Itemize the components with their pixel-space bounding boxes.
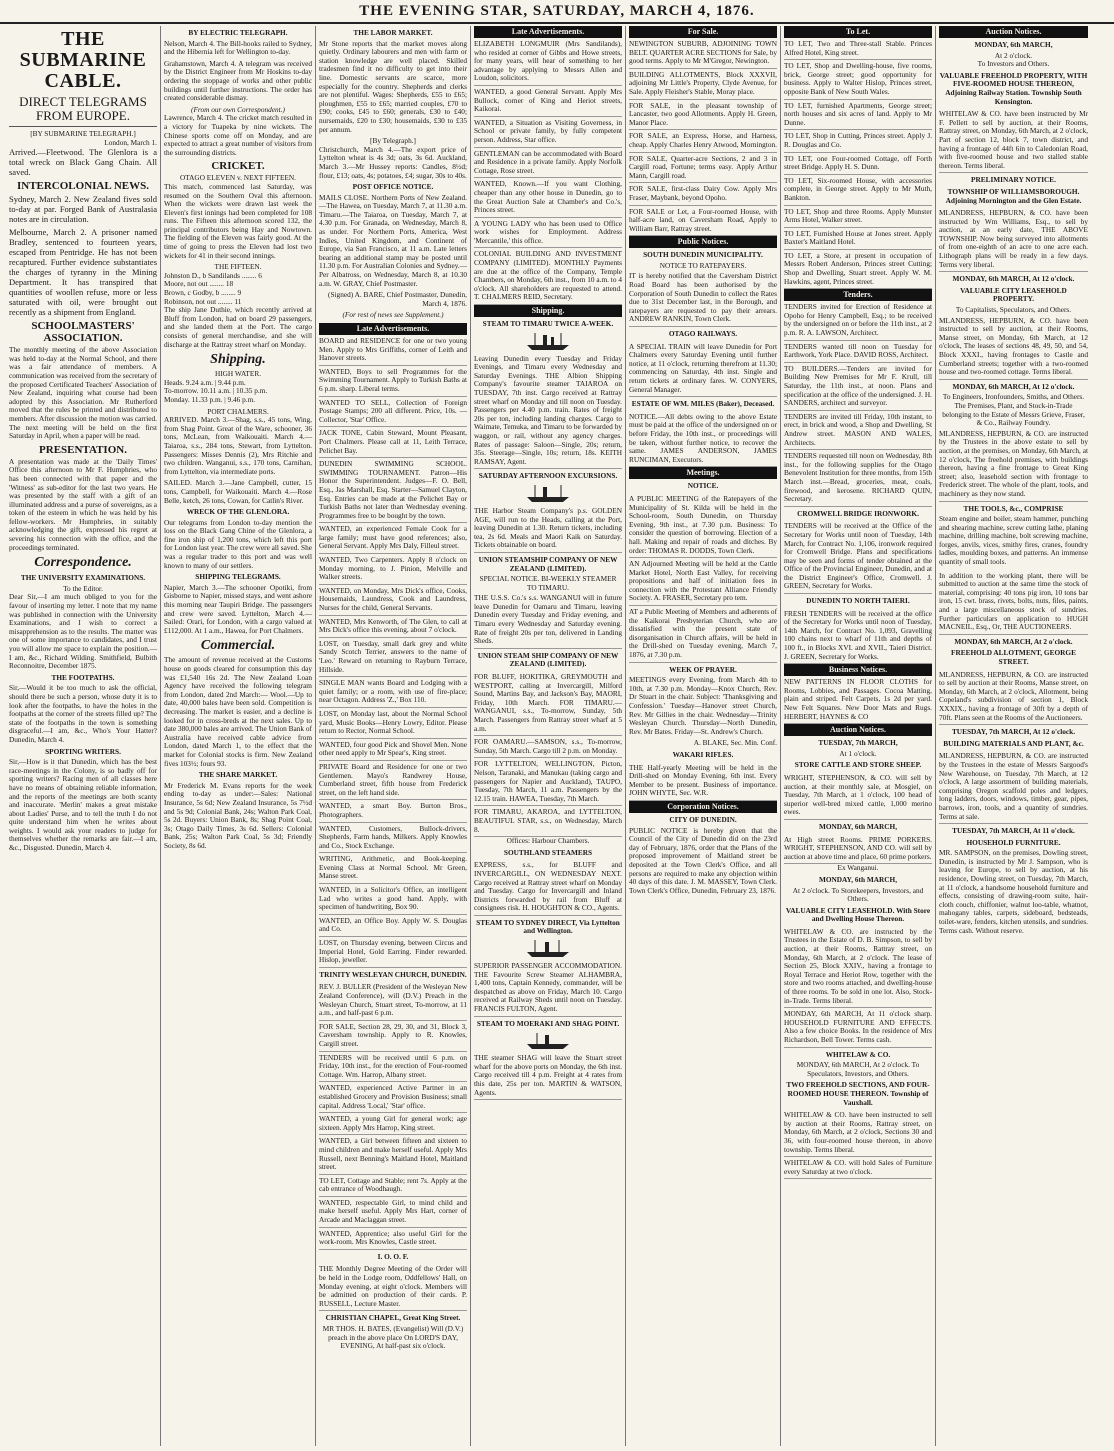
whitelaw-text: WHITELAW & CO. have been instructed by Mr F. Pellett to sell by auction, at their Rooms, Rattray street, on Monday, 6th March, at 2 o'clock, Part of section 12, block 7, town district, and having a frontage of 44ft 6in to Caledonian Road, with five-roomed house and two stalled stable thereon. Terms liberal.	[939, 108, 1088, 173]
wreck-text: Our telegrams from London to-day mention the loss on the Black Gang Chine of the Glenlora, a fine iron ship of 1,200 tons, which left this port for London last year. The crew were all saved. She was a regular trader to this port and was well known to many of our settlers.	[164, 517, 312, 570]
landress-text: MLANDRESS, HEPBURN, & CO. have been instructed to sell by auction, at their Rooms, Manse street, on Monday, 6th March, at 12 o'clock, The leases of sections 48, 49, 50, and 54, Block XXXI., having frontages to Castle and Cumberland streets; together with a two-roomed house and two-roomed cottage. Terms liberal.	[939, 315, 1088, 380]
vauxhall-head: TWO FREEHOLD SECTIONS, AND FOUR-ROOMED HOUSE THEREON. Township of Vauxhall.	[786, 1080, 930, 1107]
ex-wanganui: Ex Wanganui.	[837, 863, 879, 873]
steamship-icon	[525, 331, 571, 351]
classified-ad: WANTED, Customers, Bullock-drivers, Shepherds, Farm hands, Milkers. Apply Knowles and Co., Stock Exchange.	[319, 823, 467, 854]
steamship-icon	[525, 483, 571, 503]
whitelaw-text: WHITELAW & CO. have been instructed to sell by auction at their Rooms, Rattray street, on Monday, 6th March, at 2 o'clock, Sections 30 and 36, with four-roomed house thereon, in above township. Terms liberal.	[784, 1109, 932, 1157]
late-ads-head: Late Advertisements.	[319, 323, 467, 335]
commercial-text: The amount of revenue received at the Customs house on goods cleared for consumption this day was £1,540 16s 2d. The New Zealand Loan Agency have received the following telegram from London, dated 2nd March:— Wool.—Up to date, 40,000 bales have been sold. Competition is decreasing. The market is easier, and a decline is looked for in cross-breds at the next sales. Up to date 380,000 bales are arrived. The Union Bank of Australia have received cable advice from London, dated March 1, to the effect that the market for Colonial stocks is firm. New Zealand fives 103½; fours 93.	[164, 655, 312, 768]
sale-date: MONDAY, 6th MARCH, At 2 o'clock.	[954, 636, 1073, 646]
city-head: CITY OF DUNEDIN.	[669, 814, 737, 824]
business-head: Business Notices.	[784, 664, 932, 676]
ship-text: The ship Jane Duthie, which recently arrived at Bluff from London, had on board 29 passengers, and she landed them at the Port. The cargo consists of general merchandise, and she will discharge at the Rattray street wharf on Monday.	[164, 305, 312, 349]
post-office-text: MAILS CLOSE. Northern Ports of New Zealand.—The Hawea, on Tuesday, March 7, at 11.30 a.m. Timaru.—The Taiaroa, on Tuesday, March 7, at 4.30 p.m. For Granada, on Wednesday, March 8, as under. For Northern Ports, America, West Indies, United Kingdom, and Continent of Europe, via San Francisco, at 11 a.m. Late letters bearing an additional stamp may be posted until 11.30 p.m. For Australian Colonies and Sydney.—Per Albatross, on Wednesday, March 8, at 10.30 a.m. W. GRAY, Chief Postmaster.	[319, 192, 467, 288]
commercial-head: Commercial.	[200, 638, 276, 654]
classified-ad: WANTED, Two Carpenters. Apply 8 o'clock on Monday morning, to J. Pinion, Melville and Walker streets.	[319, 554, 467, 585]
christian-chapel-head: CHRISTIAN CHAPEL, Great King Street.	[325, 1313, 461, 1323]
bluff-text: FOR BLUFF, HOKITIKA, GREYMOUTH and WESTPORT, calling at Invercargill, Milford Sound, Martins Bay, and Jackson's Bay, MAORI, Friday, 10th March. FOR TIMARU.—WANGANUI, s.s., To-morrow, Sunday, 5th March. Passengers from Rattray street wharf at 5 a.m.	[474, 671, 622, 736]
high-water-head: HIGH WATER.	[214, 369, 262, 379]
wesleyan-head: TRINITY WESLEYAN CHURCH, DUNEDIN.	[319, 969, 467, 979]
classified-ad: WANTED TO SELL, Collection of Foreign Postage Stamps; 200 all different. Price, 10s. — Collector, 'Star' Office.	[319, 397, 467, 428]
arrived-text: ARRIVED. March 3.—Shag, s.s., 45 tons, Wing, from Shag Point. Great of the Ware, schooner, 36 tons, McLean, from Waikouaiti. March 4.—Taiaroa, s.s., 284 tons, Stewart, from Lyttelton. Passengers: Misses Dennis (2), Mrs Ritchie and two children. Wanganui, s.s., 170 tons, Carnihan, from Lyttelton, via intermediate ports.	[164, 415, 312, 476]
cricket-sub: OTAGO ELEVEN v. NEXT FIFTEEN.	[180, 173, 296, 183]
late-ads-head: Late Advertisements.	[474, 26, 622, 38]
whitelaw-text: WHITELAW & CO. will hold Sales of Furniture every Saturday at two o'clock.	[784, 1157, 932, 1179]
sydney-steam-text: SUPERIOR PASSENGER ACCOMMODATION. THE Favourite Screw Steamer ALHAMBRA, 1,400 tons, Captain Kennedy, commander, will be despatched as above on Friday, March 10. Cargo received at Railway Sheds until noon on Tuesday. FRANCIS FULTON, Agent.	[474, 960, 622, 1017]
score-line: Moore, not out ........ 18	[164, 279, 234, 289]
steamship-icon	[525, 938, 571, 958]
sale-sub: To Engineers, Ironfounders, Smiths, and Others.	[942, 392, 1085, 402]
schoolmasters-text: The monthly meeting of the above Association was held to-day at the Normal School, and there was a fair attendance of members. A communication was received from the secretary of the proposed Certificated Teachers' Association of New Zealand, inquiring what course had been adopted by this Association. Mr Rutherford moved that the rules be printed and distributed to members. After discussion the motion was carried. The next meeting will be held on the first Saturday in April, when a paper will be read.	[9, 345, 157, 441]
to-let-ad: TO LET, Shop in Cutting, Princes street. Apply J. R. Douglas and Co.	[784, 130, 932, 152]
footpaths-text: Sir,—Would it be too much to ask the official, should there be such a person, whose duty it is to look after the footpaths, to have the holes in the footpaths at the corner of the streets filled up? The state of the footpaths in the town is something disgraceful.—I am, &c., Who's Your Hatter? Dunedin, March 4.	[9, 683, 157, 744]
classified-ad: JACK TONE, Cabin Steward, Mount Pleasant, Port Chalmers. Please call at 11, Leith Terrace, Pelichet Bay.	[319, 427, 467, 458]
week-of-prayer-text: MEETINGS every Evening, from March 4th to 10th, at 7.30 p.m. Monday—Knox Church, Rev. Dr Stuart in the chair. Subject: 'Thanksgiving and Confession.' Tuesday—Hanover street Church, Rev. Mr Gillies in the chair. Wednesday—Trinity Wesleyan Church. Thursday—North Dunedin, Rev. Mr Bates. Friday—St. Andrew's Church.	[629, 675, 777, 736]
sailed-text: SAILED. March 3.—Jane Campbell, cutter, 15 tons, Campbell, for Waikouaiti. March 4.—Rose Belle, ketch, 26 tons, Cowan, for Catlin's River.	[164, 478, 312, 505]
moeraki-text: THE steamer SHAG will leave the Stuart street wharf for the above ports on Monday, the 6th inst. Cargo received till 4 p.m. Freight at 4 rates from this date, 25s per ton. MARTIN & WATSON, Agents.	[474, 1052, 622, 1100]
meetings-head: Meetings.	[629, 467, 777, 479]
classified-ad: COLONIAL BUILDING AND INVESTMENT COMPANY (LIMITED). MONTHLY Payments are due at the office of the Company, Temple Chambers, on Monday, 6th inst., from 10 a.m. to 4 o'clock. All shareholders are requested to attend. T. CHALMERS REID, Secretary.	[474, 248, 622, 305]
labor-market-text: Mr Stone reports that the market moves along quietly. Ordinary labourers and men with farm or station knowledge are well placed. Skilled tradesmen find it no difficulty to get into their line. Domestic servants are scarce, more especially for the country. Shepherds and clerks are not plentiful. Wages: Shepherds, £55 to £65; ploughmen, £55 to £65; married couples, £70 to £90; cooks, £45 to £60; generals, £30 to £40; nursemaids, £20 to £30; housemaids, £30 to £35 per annum.	[319, 38, 467, 134]
tenders-ad: TENDERS will be received until 6 p.m. on Friday, 10th inst., for the erection of Four-roomed Cottage. Wm. Harrop, Albany street.	[319, 1052, 467, 1083]
city-property-head: VALUABLE CITY LEASEHOLD PROPERTY.	[960, 285, 1067, 304]
wanted-ad: WANTED, a Girl between fifteen and sixteen to mind children and make herself useful. Apply Mrs Russell, next Benning's Maitland Hotel, Maitland street.	[319, 1135, 467, 1174]
store-cattle-head: STORE CATTLE AND STORE SHEEP.	[794, 760, 922, 770]
post-office-sign: (Signed) A. BARE, Chief Postmaster, Dunedin, March 4, 1876.	[328, 290, 467, 308]
to-let-ad: TO LET, Shop and Dwelling-house, five rooms, brick, George street; good opportunity for business. Apply to Walter Hislop, Princes street, opposite Bank of New South Wales.	[784, 60, 932, 99]
meeting-text: AT a Public Meeting of Members and adherents of the Kaikorai Presbyterian Church, who are dissatisfied with the present state of disorganisation in Church affairs, will be held in the Drill-shed on Tuesday evening, March 7, 1876, at 7.30 p.m.	[629, 606, 777, 663]
cable-text: Arrived.—Fleetwood. The Glenlora is a total wreck on Black Gang Chain. All saved.	[9, 147, 157, 178]
column-7	[936, 26, 1091, 1446]
wreck-head: WRECK OF THE GLENLORA.	[186, 507, 290, 517]
labor-market-head: THE LABOR MARKET.	[353, 28, 433, 37]
sale-ad: FOR SALE or Let, a Four-roomed House, with half-acre land, on Caversham Road, Apply to William Barr, Rattray street.	[629, 206, 777, 237]
city-text: PUBLIC NOTICE is hereby given that the Council of the City of Dunedin did on the 23rd day of February, 1876, order that the Plans of the proposed improvement of Maitland street be deposited at the Town Clerk's Office, and all persons are required to make any objection within 40 days of this date. J. M. MASSEY, Town Clerk. Town Clerk's Office, Dunedin, February 23, 1876.	[629, 825, 777, 895]
estate-head: ESTATE OF WM. MILES (Baker), Deceased.	[631, 399, 775, 409]
public-notices-head: Public Notices.	[629, 236, 777, 248]
auction-head: Auction Notices.	[939, 26, 1088, 38]
sampson-text: MR. SAMPSON, on the premises, Dowling street, Dunedin, is instructed by Mr J. Sampson, who is leaving for Europe, to sell by auction, at his residence, Dowling street, on Tuesday, 7th March, at 11 o'clock, a handsome household furniture and effects, consisting of drawing-room suite, hair-cloth couch, chiffonier, walnut loo-table, whatnot, mahogany tables, carpets, sideboard, bedsteads, toilet-ware, fenders, kitchen utensils, and sundries. Terms cash. Without reserve.	[939, 848, 1088, 935]
store-cattle-text: WRIGHT, STEPHENSON, & CO. will sell by auction, at their monthly sale, at Mosgiel, on Tuesday, 7th March, at 1 o'clock, 100 head of superior well-bred mixed cattle, 1,000 merino ewes.	[784, 772, 932, 820]
southland-head: SOUTHLAND STEAMERS	[503, 847, 593, 857]
wanted-ad: WANTED, Apprentice; also useful Girl for the work-room. Mrs Knowles, Castle street.	[319, 1228, 467, 1250]
column-1	[6, 26, 161, 1446]
shipping-head: Shipping.	[210, 352, 266, 368]
classified-ad: LOST, on Thursday evening, between Circus and Imperial Hotel, Gold Earring. Finder rewarded. Hislop, jeweller.	[319, 937, 467, 968]
classified-ad: DUNEDIN SWIMMING SCHOOL. SWIMMING TOURNAMENT. Patron—His Honor the Superintendent. Judges—F. O. Bell, Esq., Jas Marshall, Esq. Starter—Samuel Clayton, Esq. Entries can be made at the Pelichet Bay or Turkish Baths not later than Wednesday evening. Programmes free to be bought by the town.	[319, 458, 467, 523]
to-let-ad: TO LET, furnished Apartments, George street; north houses and six acres of land. Apply to Mr Dunne.	[784, 100, 932, 131]
landress-text: MLANDRESS, HEPBURN, & CO. are instructed to sell by auction at their Rooms, Manse street, on Monday, 6th March, at 2 o'clock, Allotment, being Copeland's subdivision of section 1, Block XXXIX., having a frontage of 30ft by a depth of 70ft. Plans seen at the Rooms of the Auctioneers.	[939, 669, 1088, 726]
municipality-head: SOUTH DUNEDIN MUNICIPALITY.	[643, 250, 763, 260]
christian-chapel-text: MR THOS. H. BATES, (Evangelist) Will (D.V.) preach in the above place On LORD'S DAY, EVENING, At half-past six o'clock.	[322, 1324, 464, 1351]
wesleyan-text: REV. J. BULLER (President of the Wesleyan New Zealand Conference), will (D.V.) Preach in the Wesleyan Church, Stuart street, To-morrow, at 11 a.m., and half-past 6 p.m.	[319, 981, 467, 1020]
classified-ad: WANTED, Mrs Kenworth, of The Glen, to call at Mrs Dick's office this evening, about 7 o'clock.	[319, 616, 467, 638]
tender-ad: TENDERS are invited till Friday, 10th instant, to erect, in brick and wood, a Shop and Dwelling, St Andrew street. MASON AND WALES, Architects.	[784, 411, 932, 450]
classified-ad: WANTED, Known.—If you want Clothing, cheaper than any other house in Dunedin, go to the Great Auction Sale at Chamber's and Co.'s, Princes street.	[474, 178, 622, 217]
building-materials-head: BUILDING MATERIALS AND PLANT, &c.	[943, 738, 1084, 748]
to-let-ad: TO LET, Cottage and Stable; rent 7s. Apply at the cab entrance of Woodhaugh.	[319, 1175, 467, 1197]
sale-ad: FOR SALE, an Express, Horse, and Harness, cheap. Apply Charles Henry Atwood, Mornington.	[629, 130, 777, 152]
supplement-note: (For rest of news see Supplement.)	[342, 310, 444, 320]
university-text: Dear Sir,—I am much obliged to you for the favour of inserting my letter. I note that my name was published in connection with the University Examinations, and I wish to correct a misapprehension as to the results. The matter was one of some importance to candidates, and I trust you will allow me space to explain the position.—I am, &c., Richard Wilding. Smithfield, Bulbith Reconnoitre, December 1875.	[9, 592, 157, 671]
shipping-telegrams-head: SHIPPING TELEGRAMS.	[195, 572, 281, 582]
city-lease-head: VALUABLE CITY LEASEHOLD. With Store and Dwelling House Thereon.	[785, 905, 931, 924]
shipping-telegrams-text: Napier, March 3.—The schooner Opotiki, from Gisborne to Napier, missed stays, and went ashore this morning near Taupiri Bridge. The passengers and crew were saved. Lyttelton, March 4.—Sailed: Orari, for London, with a cargo valued at £112,000. At 1 a.m., Hawea, for Port Chalmers.	[164, 582, 312, 635]
sale-sub: To Investors and Others.	[977, 59, 1050, 69]
sale-ad: FOR SALE, first-class Dairy Cow. Apply Mrs Fraser, Maybank, beyond Opoho.	[629, 183, 777, 205]
wanted-ad: WANTED, respectable Girl, to mind child and make herself useful. Apply Mrs Hart, corner of Arcade and Maclaggan street.	[319, 1197, 467, 1228]
column-3	[316, 26, 471, 1446]
lyttelton-text: FOR LYTTELTON, WELLINGTON, Picton, Nelson, Taranaki, and Manukau (taking cargo and passengers for Napier and Auckland), TAUPO, Tuesday, 7th March, 11 a.m. Passengers by the 12.15 train. HAWEA, Tuesday, 7th March.	[474, 758, 622, 806]
iof-head: I. O. O. F.	[377, 1251, 409, 1261]
to-let-ad: TO LET, Six-roomed House, with accessories complete, in George street. Apply to Mr Muth, Bankton.	[784, 175, 932, 206]
lawrence-news: Lawrence, March 4. The cricket match resulted in a victory for Tuapeka by nine wickets. The Chinese sports come off on Monday, and are expected to attract a great number of visitors from the surrounding districts.	[164, 113, 312, 157]
sale-sub: MONDAY, 6th MARCH, At 2 o'clock. To Speculators, Investors, and Others.	[796, 1060, 920, 1078]
cromwell-text: TENDERS will be received at the Office of the Secretary for Works until noon of Tuesday, 14th March, for Contract No. 1,106, ironwork required for Cromwell Bridge. Plans and specifications may be seen and forms of tender obtained at the Office of the Provincial Engineer, Dunedin, and at the District Engineer's Office, Cromwell. J. GREEN, Secretary for Works.	[784, 520, 932, 594]
sale-ad: FOR SALE, Quarter-acre Sections, 2 and 3 in Cargill road, Fortune; terms easy. Apply Arthur Mann, Cargill road.	[629, 153, 777, 184]
freehold-head: VALUABLE FREEHOLD PROPERTY, WITH FIVE-ROOMED HOUSE THEREON, Adjoining Railway Station. Township South Kensington.	[939, 70, 1088, 106]
taieri-head: DUNEDIN TO NORTH TAIERI.	[806, 596, 910, 606]
port-chalmers-head: PORT CHALMERS.	[207, 406, 269, 416]
wanted-ad: WANTED, experienced Active Partner in an established Grocery and Provision Business; small capital. Address 'Local,' 'Star' office.	[319, 1082, 467, 1113]
premises-head: The Premises, Plant, and Stock-in-Trade belonging to the Estate of Messrs Grieve, Fraser, & Co., Railway Foundry.	[942, 400, 1085, 428]
sale-ad: NEWINGTON SUBURB, ADJOINING TOWN BELT. QUARTER ACRE SECTIONS for Sale, by good terms. Apply to Mr M'Gregor, Newington.	[629, 38, 777, 69]
column-5	[626, 26, 781, 1446]
cable-title: THE SUBMARINE CABLE.	[19, 28, 147, 92]
iof-text: THE Monthly Degree Meeting of the Order will be held in the Lodge room, Oddfellows' Hall, on Monday evening, at eight o'clock. Members will be admitted on production of their cards. P. RUSSELL, Lecture Master.	[319, 1263, 467, 1311]
column-2	[161, 26, 316, 1446]
tender-ad: TENDERS invited for Erection of Residence at Opoho for Henry Campbell, Esq.; to be received by the undersigned on or before the 11th inst., at 2 p.m. R. A. LAWSON, Architect.	[784, 301, 932, 340]
share-market-text: Mr Frederick M. Evans reports for the week ending to-day as under:—Sales: National Insurance, 5s 6d; New Zealand Insurance, 5s 7½d and 5s 9d; Colonial Bank, 24s; Walton Park Coal, 5s 2d. Buyers: Union Bank, 8s; Shag Point Coal, 3s; Otago Daily Times, 3s 6d. Sellers: Colonial Bank, 25s; Walton Park Coal, 5s 3d; Friendly Society, 8s 6d.	[164, 780, 312, 850]
high-water-row: Monday. 11.33 p.m. | 9.46 p.m.	[164, 394, 256, 404]
sale-date: MONDAY, 6th MARCH,	[818, 874, 898, 884]
classified-ad: WANTED, on Monday, Mrs Dick's office, Cooks, Housemaids, Laundress, Cook and Laundress, Nurses for the child, General Servants.	[319, 585, 467, 616]
masthead: THE EVENING STAR, SATURDAY, MARCH 4, 1876.	[0, 0, 1114, 24]
ratepayers-text: IT is hereby notified that the Caversham District Road Board has been authorised by the Corporation of South Dunedin to collect the Rates due to 31st December last, in the Borough, and ratepayers are requested to pay their arrears. ANDREW RANKIN, Town Clerk.	[629, 270, 777, 327]
porkers-text: At High street Rooms. PRIME PORKERS. WRIGHT, STEPHENSON, AND CO. will sell by auction at above time and place, 60 prime porkers.	[784, 834, 932, 865]
auction-head: Auction Notices.	[784, 724, 932, 736]
landress-text: MLANDRESS, HEPBURN, & CO. have been instructed by Wm Williams, Esq., to sell by auction, at an early date, THE ABOVE TOWNSHIP. Now being surveyed into allotments of from one-eighth of an acre to one acre each. Lithograph plans will be ready in a few days. Terms very liberal.	[939, 207, 1088, 272]
telegraph-markets: Christchurch, March 4.—The export price of Lyttelton wheat is 4s 3d; oats, 3s 6d. Auckland, March 3.—Mr Hussey reports: Candles, 8½d; flour, £13; oats, 4s; potatoes, £4; sugar, 30s to 40s.	[319, 144, 467, 180]
williamsborough-head: TOWNSHIP OF WILLIAMSBOROUGH. Adjoining Mornington and the Glen Estate.	[945, 186, 1082, 205]
cricket-text: This match, commenced last Saturday, was resumed on the Southern Oval this afternoon. When the wickets were drawn last week the Eleven's first innings had been completed for 108 runs. The Fifteen this afternoon scored 132, the principal contributors being Hay and Nowtown. The fielding of the Eleven was fairly good. At the time of going to press the Eleven had lost two wickets for 41 in their second innings.	[164, 181, 312, 260]
sale-date: TUESDAY, 7th MARCH, At 12 o'clock.	[951, 727, 1076, 737]
classified-ad: WANTED, a smart Boy. Burton Bros., Photographers.	[319, 800, 467, 822]
wakari-text: THE Half-yearly Meeting will be held in the Drill-shed on Monday Evening, 6th inst. Every Member to be present. Business of importance. JOHN WHYTE, Sec. W.R.	[629, 762, 777, 801]
sydney-news: Sydney, March 2. New Zealand fives sold to-day at par. Forged Bank of Australasia notes are in circulation.	[9, 194, 157, 225]
wakari-head: WAKARI RIFLES.	[672, 749, 734, 759]
correspondence-head: Correspondence.	[34, 555, 132, 571]
university-head: THE UNIVERSITY EXAMINATIONS.	[20, 573, 146, 583]
cromwell-head: CROMWELL BRIDGE IRONWORK.	[797, 508, 919, 518]
cable-dateline: London, March 1.	[104, 137, 157, 147]
classified-ad: WANTED, Boys to sell Programmes for the Swimming Tournament. Apply to Turkish Baths at 6 p.m. sharp. Liberal terms.	[319, 366, 467, 397]
presentation-head: PRESENTATION.	[39, 443, 127, 456]
southland-text: EXPRESS, s.s., for BLUFF and INVERCARGILL, ON WEDNESDAY NEXT. Cargo received at Rattray street wharf on Monday and Tuesday. Cargo for Invercargill and Inland Districts forwarded by rail from Bluff at consignees risk. H. HOUGHTON & CO., Agents.	[474, 859, 622, 916]
tools-text: Steam engine and boiler, steam hammer, punching and shearing machine, screw cutting lathe, planing machine, drilling machine, bolt screwing machine, forges, anvils, vices, smithy fires, cranes, foundry ladles, moulding boxes, and patterns. An immense quantity of small tools.	[939, 514, 1088, 567]
railways-text: A SPECIAL TRAIN will leave Dunedin for Port Chalmers every Saturday Evening until further notice, at 11 o'clock, returning therefrom at 11.30; commencing on Saturday, 4th inst. Single and return tickets at ordinary fares. W. CONYERS, General Manager.	[629, 341, 777, 398]
week-of-prayer-sign: A. BLAKE, Sec. Min. Conf.	[693, 738, 777, 748]
grahamstown-news: Grahamstown, March 4. A telegram was received by the District Engineer from Mr Hoskins to-day ordering the stoppage of works and other public buildings until further instructions. The order has created considerable dismay.	[164, 58, 312, 103]
preliminary-head: PRELIMINARY NOTICE.	[970, 175, 1056, 185]
sale-ad: BUILDING ALLOTMENTS, Block XXXVII, adjoining Mr Little's Property, Clyde Avenue, for Sale. Apply Fleisher's Stable, Moray place.	[629, 69, 777, 100]
for-sale-head: For Sale.	[629, 26, 777, 38]
melbourne-news: Melbourne, March 2. A prisoner named Bradley, sentenced to fourteen years, escaped from Pentridge. He has not been recaptured. Further evidence substantiates the charges of tyranny in the Mining Department. It has transpired that quantities of woollen refuse, more or less saturated with oil, were brought out recently as a shipment from England.	[9, 227, 157, 318]
score-line: Robinson, not out ........ 11	[164, 296, 242, 306]
sale-date: MONDAY, 6th MARCH, At 12 o'clock.	[952, 381, 1075, 391]
sale-date: MONDAY, 6th MARCH,	[974, 40, 1053, 49]
classified-ad: LOST, on Tuesday, small dark grey and white Sandy Scotch Terrier, answers to the name of 'Leo.' Reward on returning to Rayburn Terrace, Hillside.	[319, 638, 467, 677]
timaru-text: Leaving Dunedin every Tuesday and Friday Evenings, and Timaru every Wednesday and Saturday Evenings. THE Albion Shipping Company's favourite steamer TAIAROA on TUESDAY, 7th inst. Cargo received at Rattray street wharf on Monday and till noon on Tuesday. Passengers per 4.40 p.m. train. Rates of freight 20s per ton, including landing charges. Cargo to Waimate, Temuka, and Timaru to be forwarded by waggon, or rail, without any agency charges. Rates of passage: Saloon—Single, 20s; return, 35s. Steerage—Single, 10s; return, 18s. KEITH RAMSAY, Agent.	[474, 353, 622, 470]
excursion-head: SATURDAY AFTERNOON EXCURSIONS.	[478, 471, 618, 481]
timaru-head: STEAM TO TIMARU TWICE A-WEEK.	[482, 319, 614, 329]
nelson-news: Nelson, March 4. The Bill-hooks railed to Sydney, and the Hibernia left for Wellington to-day.	[164, 38, 312, 57]
tender-ad: TENDERS requested till noon on Wednesday, 8th inst., for the following supplies for the Otago Benevolent Institution for three months, from 15th March inst.—Bread, groceries, meat, coals, firewood, and kerosene. RICHARD QUIN, Secretary.	[784, 450, 932, 507]
tools-head: THE TOOLS, &c., COMPRISE	[963, 503, 1064, 513]
cricket-head: CRICKET.	[211, 160, 265, 173]
wanted-ad: WANTED, a young Girl for general work; age sixteen. Apply Mrs Harrop, King street.	[319, 1113, 467, 1135]
to-let-ad: TO LET, a Store, at present in occupation of Messrs Robert Anderson, Princes street Cutting; Shop and Dwelling, Stuart street. Apply W. M. Hawkins, agent, Princes street.	[784, 250, 932, 289]
to-let-ad: TO LET, Furnished House at Jones street. Apply Baxter's Maitland Hotel.	[784, 228, 932, 250]
sale-date: TUESDAY, 7th MARCH,	[818, 738, 898, 748]
column-4	[471, 26, 626, 1446]
schoolmasters-head: SCHOOLMASTERS' ASSOCIATION.	[31, 320, 135, 345]
classified-ad: LOST, on Monday last, about the Normal School yard, Music Books—Henry Lowry, Editor. Please return to Rector, Normal School.	[319, 708, 467, 739]
to-let-ad: TO LET, Shop and three Rooms. Apply Munster Arms Hotel, Walker street.	[784, 206, 932, 228]
to-let-ad: TO LET, Two and Three-stall Stable. Princes Alfred Hotel, King street.	[784, 38, 932, 60]
excursion-text: THE Harbor Steam Company's p.s. GOLDEN AGE, will run to the Heads, calling at the Port, leaving Dunedin at 1.30. Return tickets, including tea, 2s 6d. Meals and Maori Kaik on Saturday. Tickets obtainable on board.	[474, 505, 622, 553]
university-to-editor: To the Editor.	[63, 583, 103, 593]
cable-subtitle: DIRECT TELEGRAMS FROM EUROPE.	[19, 94, 147, 123]
household-head: HOUSEHOLD FURNITURE.	[966, 837, 1061, 847]
railways-head: OTAGO RAILWAYS.	[668, 329, 738, 339]
bluff-head: UNION STEAM SHIP COMPANY OF NEW ZEALAND (LIMITED).	[477, 650, 619, 669]
telegraph-head: BY ELECTRIC TELEGRAPH.	[188, 28, 288, 37]
estate-text: NOTICE.—All debts owing to the above Estate must be paid at the office of the undersigned on or before Friday, the 10th inst., or proceedings will be taken, without further notice, to recover the same. JAMES ANDERSON, JAMES RUNCIMAN, Executors.	[629, 411, 777, 468]
business-text: NEW PATTERNS IN FLOOR CLOTHS for Rooms, Lobbies, and Passages. Cocoa Matting, plain and striped. Felt Carpets, 1s 2d per yard. New Felt Squares. New Door Mats and Rugs. HERBERT, HAYNES & CO	[784, 676, 932, 724]
moeraki-head: STEAM TO MOERAKI AND SHAG POINT.	[476, 1018, 620, 1028]
notice-text: A PUBLIC MEETING of the Ratepayers of the Municipality of St. Kilda will be held in the School-room, South Dunedin, on Thursday Evening, 9th inst., at 7.30 p.m. Business: To consider the question of borrowing. Election of a hall. Making and repair of roads and ditches. By order: THOMAS R. DODDS, Town Clerk.	[629, 493, 777, 558]
timaru-akaroa-text: FOR TIMARU, AKAROA, and LYTTELTON, BEAUTIFUL STAR, s.s., on Wednesday, March 8.	[474, 806, 622, 837]
own-correspondent: (From our own Correspondent.)	[191, 104, 285, 114]
classified-ad: PRIVATE Board and Residence for one or two Gentlemen. Mayo's Randwrey House, Cumberland street, fifth house from Frederick street, on the left hand side.	[319, 761, 467, 800]
classified-ad: WRITING, Arithmetic, and Book-keeping. Evening Class at Normal School. Mr Green, Manse street.	[319, 853, 467, 884]
tender-ad: TO BUILDERS.—Tenders are invited for Building New Premises for Mr F. Krull, till Saturday, the 11th inst., at noon. Plans and specification at the office of the undersigned. J. H. SANDERS, architect and surveyor.	[784, 363, 932, 411]
sporting-text: Sir,—How is it that Dunedin, which has the best race-meetings in the Colony, is so badly off for sporting writers? Racing men of all classes here have no means of obtaining reliable information, and the reports of the meetings are both scanty and inaccurate. 'Merlin' makes a great mistake about Ladies' Purse, and to tell the truth I do not quite understand him when he writes about weights. I would ask your readers to judge for themselves whether the remarks are fair.—I am, &c., Disgusted. Dunedin, March 4.	[9, 757, 157, 853]
sale-sub: At 2 o'clock. To Storekeepers, Investors, and Others.	[792, 885, 924, 904]
whitelaw-name: WHITELAW & CO.	[825, 1049, 891, 1059]
classified-ad: WANTED, in a Solicitor's Office, an intelligent Lad who writes a good hand. Apply, with specimen of handwriting, Box 90.	[319, 884, 467, 915]
union-head: UNION STEAMSHIP COMPANY OF NEW ZEALAND (LIMITED).	[478, 554, 618, 573]
presentation-text: A presentation was made at the 'Daily Times' Office this afternoon to Mr F. Humphries, who has been connected with that paper and the 'Witness' as sub-editor for the last two years. He was presented by the staff with a gift of an illuminated address and a purse of sovereigns, as a token of the esteem in which he was held by his fellow-workers. Mr Humphries, in suitably acknowledging the gift, expressed his regret at severing his connection with the office, and the proceedings terminated.	[9, 456, 157, 552]
sale-sub: To Capitalists, Speculators, and Others.	[955, 305, 1072, 315]
whitelaw-text: WHITELAW & CO. are instructed by the Trustees in the Estate of D. B. Simpson, to sell by auction, at their Rooms, Rattray street, on Monday, 6th March, at 2 o'clock. The lease of Section 25, Block XXIV., having a frontage to Royal Terrace and Heriot Row, together with the store and two rooms attached, and dwelling-house of three rooms. To be sold in one lot. Also, Stock-in-Trade. Terms liberal.	[784, 926, 932, 1008]
tenders-head: Tenders.	[784, 289, 932, 301]
high-water-row: To-morrow. 10.11 a.m. | 10.35 p.m.	[164, 386, 268, 396]
taieri-text: FRESH TENDERS will be received at the office of the Secretary for Works until noon of Tuesday, 14th March, for Contract No. 1,093, Gravelling 100 chains next to wharf of 11th and depths of 100 ft., in Blocks XVI. and XVII., Taieri District. J. GREEN, Secretary for Works.	[784, 608, 932, 665]
george-street-head: FREEHOLD ALLOTMENT, GEORGE STREET.	[951, 648, 1076, 666]
to-let-ad: TO LET, one Four-roomed Cottage, off Forth street Bridge. Apply H. S. Dunn.	[784, 153, 932, 175]
intercolonial-head: INTERCOLONIAL NEWS.	[16, 180, 150, 193]
sale-ad: FOR SALE, in the pleasant township of Lancaster, two good Allotments. Apply H. Green, Manor Place.	[629, 100, 777, 131]
classified-ad: WANTED, four good Pick and Shovel Men. None other need apply to Mr Spear's, King street.	[319, 739, 467, 761]
score-head: THE FIFTEEN.	[214, 262, 262, 272]
score-line: Brown, c Godby, b ........ 9	[164, 288, 242, 298]
sale-date: MONDAY, 6th MARCH, At 12 o'clock.	[952, 274, 1075, 284]
cable-byline: [BY SUBMARINE TELEGRAPH.]	[30, 129, 136, 138]
landress-text: MLANDRESS, HEPBURN, & CO. are instructed by the Trustees in the estate of Messrs Sargood's New Warehouse, on Tuesday, 7th March, at 12 o'clock, A large assortment of building materials, comprising Oregon scaffold poles and ledgers, long ladders, doors, windows, timber, gear, pipes, barrows, iron, tools, and a quantity of sundries. Terms at sale.	[939, 750, 1088, 824]
sale-time: At 1 o'clock.	[839, 748, 877, 758]
landress-text: MLANDRESS, HEPBURN, & CO. are instructed by the Trustees in the above estate to sell by auction, at the premises, on Monday, 6th March, at 12 o'clock, The freehold premises, with buildings thereon, having a fine frontage to Great King street; also, leasehold section with frontage to Frederick street. The whole of the plant, tools, and machinery as they now stand.	[939, 428, 1088, 502]
household-text: MONDAY, 6th MARCH, At 11 o'clock sharp. HOUSEHOLD FURNITURE AND EFFECTS. Also a few choice Books. In the residence of Mrs Richardson, Bell Tower. Terms cash.	[784, 1008, 932, 1047]
corporation-head: Corporation Notices.	[629, 801, 777, 813]
footpaths-head: THE FOOTPATHS.	[51, 672, 115, 682]
to-let-head: To Let.	[784, 26, 932, 38]
classified-ad: ELIZABETH LONGMUIR (Mrs Sandilands), who resided at corner of Gibbs and Howe streets, for many years, will hear of something to her advantage by applying to Messrs Allen and Loudon, solicitors.	[474, 38, 622, 86]
by-telegraph: [By Telegraph.]	[370, 136, 416, 146]
tender-ad: TENDERS wanted till noon on Tuesday for Earthwork, York Place. DAVID ROSS, Architect.	[784, 341, 932, 363]
score-line: Johnston D., b Sandilands ........ 6	[164, 270, 262, 280]
general-text: In addition to the working plant, there will be submitted to auction at the same time the stock of material, comprising: 40 tons pig iron, 10 tons bar iron, 15 cwt. brass, rivets, bolts, nuts, files, paints, and a large miscellaneous stock of sundries. Further particulars on application to HUGH MACNEIL, Esq., Or, THE AUCTIONEERS.	[939, 570, 1088, 635]
steamship-icon	[525, 1030, 571, 1050]
sale-ad: FOR SALE, Section 28, 29, 30, and 31, Block 3, Caversham township. Apply to R. Knowles, Cargill street.	[319, 1021, 467, 1052]
classified-ad: WANTED, an Office Boy. Apply W. S. Douglas and Co.	[319, 915, 467, 937]
union-text: THE U.S.S. Co.'s s.s. WANGANUI will in future leave Dunedin for Oamaru and Timaru, leaving Dunedin every Tuesday and Friday evening, and Timaru every Wednesday and Saturday evening. Rate of freight 20s per ton, delivered in Landing Sheds.	[474, 592, 622, 649]
share-market-head: THE SHARE MARKET.	[198, 770, 278, 780]
union-sub: SPECIAL NOTICE. BI-WEEKLY STEAMER TO TIMARU.	[479, 574, 617, 592]
classified-ad: WANTED, a good General Servant. Apply Mrs Bullock, corner of King and Heriot streets, Kaikorai.	[474, 86, 622, 117]
sale-time: At 2 o'clock.	[994, 50, 1033, 60]
sale-date: MONDAY, 6th MARCH,	[818, 821, 898, 831]
meeting-text: AN Adjourned Meeting will be held at the Cattle Market Hotel, North East Valley, for receiving propositions and half of initiation fees in connection with the Protestant Alliance Friendly Society. A. FRASER, Secretary pro tem.	[629, 558, 777, 606]
classified-ad: WANTED, an experienced Female Cook for a large family; must have good references; also, General Servant. Apply Mrs Daly, Filleul street.	[319, 523, 467, 554]
classified-ad: SINGLE MAN wants Board and Lodging with a quiet family; or a room, with use of fire-place; near Octagon. Address 'Z.,' Box 110.	[319, 677, 467, 708]
classified-ad: GENTLEMAN can be accommodated with Board and Residence in a private family. Apply Norfolk Cottage, Rose street.	[474, 148, 622, 179]
post-office-head: POST OFFICE NOTICE.	[352, 182, 434, 192]
shipping-head: Shipping.	[474, 305, 622, 317]
sydney-steam-head: STEAM TO SYDNEY DIRECT, Via Lyttelton and Wellington.	[476, 917, 620, 936]
sporting-head: SPORTING WRITERS.	[45, 746, 121, 756]
high-water-row: Heads. 9.24 a.m. | 9.44 p.m.	[164, 377, 246, 387]
classified-ad: WANTED, a Situation as Visiting Governess, in School or private family, by fully competent person. Address, Star office.	[474, 117, 622, 148]
oamaru-text: FOR OAMARU.—SAMSON, s.s., To-morrow, Sunday, 5th March. Cargo till 2 p.m. on Monday.	[474, 736, 622, 758]
classified-ad: BOARD and RESIDENCE for one or two young Men. Apply to Mrs Griffiths, corner of Leith and Hanover streets.	[319, 335, 467, 366]
sale-date: TUESDAY, 7th MARCH, At 11 o'clock.	[952, 826, 1075, 836]
offices-note: Offices: Harbour Chambers.	[506, 836, 590, 846]
classified-ad: A YOUNG LADY who has been used to Office work wishes for Employment. Address 'Mercantile,' this office.	[474, 218, 622, 249]
column-6	[781, 26, 936, 1446]
week-of-prayer-head: WEEK OF PRAYER.	[669, 664, 737, 674]
ratepayers-head: NOTICE TO RATEPAYERS.	[659, 260, 747, 270]
notice-head: NOTICE.	[687, 481, 719, 491]
